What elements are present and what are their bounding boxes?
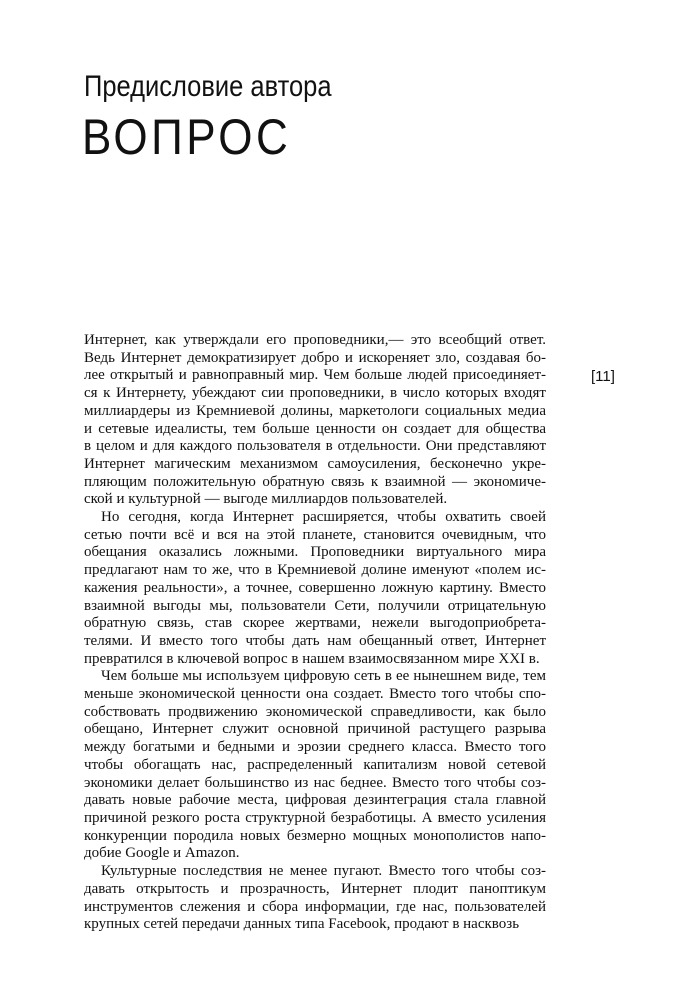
text-line: давать открытость и прозрачность, Интернет плодит паноптикум [84, 880, 546, 897]
text-line: меньше экономической ценности она создает. Вместо того чтобы спо- [84, 686, 546, 703]
text-line: причиной резкого роста структурной безработицы. А вместо усиления [84, 809, 546, 826]
text-line: кажения реальности», а точнее, совершенно ложную картину. Вместо [84, 579, 546, 596]
paragraph [84, 668, 546, 863]
text-line: в целом и для каждого пользователя в отдельности. Они представляют [84, 438, 546, 455]
text-line: обещания оказались ложными. Проповедники виртуального мира [84, 544, 546, 561]
text-line: Интернет, как утверждали его проповедники,— это всеобщий ответ. [84, 332, 546, 348]
text-line: крупных сетей передачи данных типа Facebook, продают в насквозь [84, 916, 520, 933]
text-line: обещано, Интернет служит основной причиной растущего разрыва [84, 721, 546, 738]
text-line: сетью почти всё и вся на этой планете, становится очевидным, что [84, 526, 546, 543]
text-line: добие Google и Amazon. [84, 845, 240, 862]
text-line: Интернет магическим механизмом самоусиления, бесконечно укре- [84, 455, 546, 472]
paragraph [84, 863, 546, 934]
chapter-title: ВОПРОС [82, 109, 292, 165]
text-line: ся к Интернету, убеждают сии проповедники, в число которых входят [84, 385, 546, 402]
text-line: конкуренции породила новых безмерно мощных монополистов напо- [84, 827, 546, 844]
text-line: чтобы обогащать нас, распределенный капитализм новой сетевой [84, 756, 546, 773]
paragraph [84, 332, 546, 509]
text-line: превратился в ключевой вопрос в нашем взаимосвязанном мире XXI в. [84, 650, 540, 667]
text-line: инструментов слежения и сбора информации, где нас, пользователей [84, 898, 546, 915]
text-line: взаимной выгоды мы, пользователи Сети, получили отрицательную [84, 597, 546, 614]
text-line: между богатыми и бедными и эрозии среднего класса. Вместо того [84, 739, 546, 756]
text-line: обратную связь, став скорее жертвами, нежели выгодоприобрета- [84, 615, 546, 632]
text-line: и сетевые идеалисты, тем больше ценности он создает для общества [84, 420, 546, 437]
text-line: ской и культурной — выгоде миллиардов пользователей. [84, 491, 448, 508]
text-line: телями. И вместо того чтобы дать нам обещанный ответ, Интернет [84, 632, 546, 649]
text-line: Чем больше мы используем цифровую сеть в ее нынешнем виде, тем [101, 668, 546, 685]
text-line: Ведь Интернет демократизирует добро и искореняет зло, создавая бо- [84, 349, 546, 366]
page-number: [11] [591, 368, 615, 385]
text-line: Но сегодня, когда Интернет расширяется, чтобы охватить своей [101, 509, 546, 526]
paragraph [84, 509, 546, 668]
chapter-kicker: Предисловие автора [84, 70, 332, 103]
text-line: Культурные последствия не менее пугают. Вместо того чтобы соз- [101, 863, 546, 880]
text-line: давать новые рабочие места, цифровая дезинтеграция стала главной [84, 792, 546, 809]
body-text [84, 332, 546, 934]
text-line: пляющим положительную обратную связь к взаимной — экономиче- [84, 473, 546, 490]
text-line: собствовать продвижению экономической справедливости, как было [84, 703, 546, 720]
text-line: экономики делает большинство из нас беднее. Вместо того чтобы соз- [84, 774, 546, 791]
text-line: лее открытый и равноправный мир. Чем больше людей присоединяет- [84, 367, 546, 384]
text-line: миллиардеры из Кремниевой долины, маркетологи социальных медиа [84, 402, 546, 419]
text-line: предлагают нам то же, что в Кремниевой долине именуют «полем ис- [84, 562, 546, 579]
